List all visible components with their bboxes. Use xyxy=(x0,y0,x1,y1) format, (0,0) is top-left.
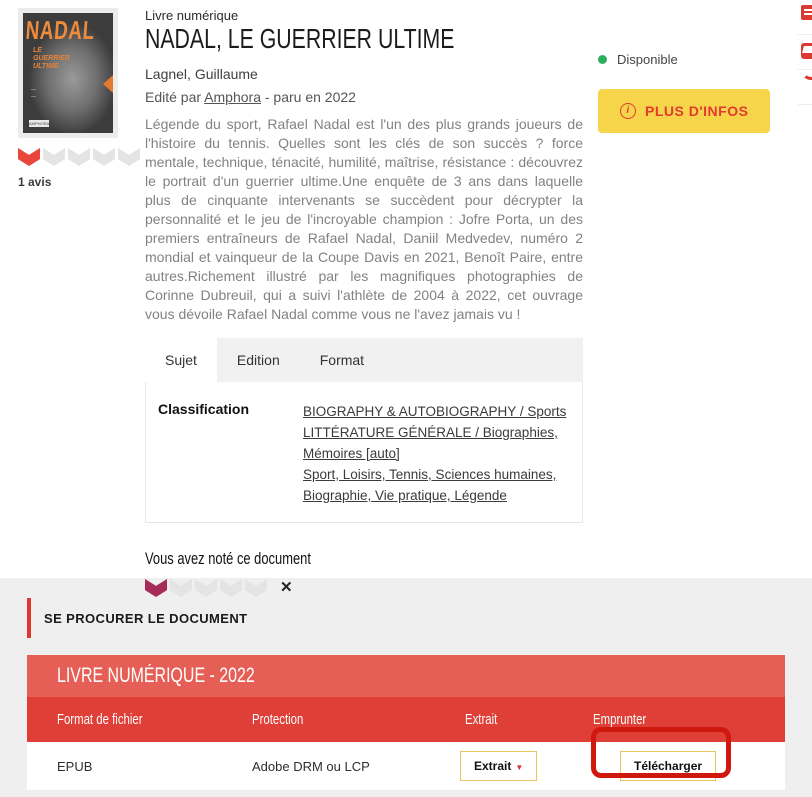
edition-line xyxy=(145,89,583,105)
cell-protection: Adobe DRM ou LCP xyxy=(252,758,370,774)
classification-panel xyxy=(145,382,583,523)
side-toolbar-item-2[interactable] xyxy=(798,35,812,70)
tab-edition[interactable]: Edition xyxy=(236,352,280,368)
book-cover-image xyxy=(23,13,113,133)
main-column xyxy=(145,8,583,596)
tab-sujet[interactable]: Sujet xyxy=(145,338,217,382)
author-name: Lagnel, Guillaume xyxy=(145,66,258,82)
format-band xyxy=(27,655,785,697)
info-circle-icon: i xyxy=(620,103,636,119)
column-header-emprunter: Emprunter xyxy=(593,711,647,728)
classification-label: Classification xyxy=(158,401,250,417)
page-title-text: NADAL, LE GUERRIER ULTIME xyxy=(145,23,455,54)
page-title xyxy=(145,24,583,54)
procure-section xyxy=(0,578,812,797)
cover-publisher-logo: AMPHORA xyxy=(29,121,50,126)
rating-chevron-icon xyxy=(118,148,140,166)
format-band-title: LIVRE NUMÉRIQUE - 2022 xyxy=(57,664,255,687)
column-header-extrait: Extrait xyxy=(465,711,498,728)
plus-infos-label: PLUS D'INFOS xyxy=(645,103,749,119)
cover-small-text: — — xyxy=(31,87,36,100)
availability-status xyxy=(598,52,812,67)
cover-subtitle-text: LE GUERRIER ULTIME xyxy=(33,47,70,70)
bookmark-icon xyxy=(801,43,812,59)
rating-chevron-icon xyxy=(68,148,90,166)
classification-link[interactable]: LITTÉRATURE GÉNÉRALE / Biographies, Mémoires [auto] xyxy=(303,425,558,461)
detail-tabs xyxy=(145,338,583,382)
user-rating-heading: Vous avez noté ce document xyxy=(145,549,311,568)
rating-chevron-icon xyxy=(43,148,65,166)
red-accent-bar xyxy=(27,598,31,638)
tab-format[interactable]: Format xyxy=(319,352,365,368)
user-rating-chevron-icon[interactable] xyxy=(145,579,167,597)
user-rating-chevron-icon[interactable] xyxy=(220,579,242,597)
user-rating-chevron-icon[interactable] xyxy=(245,579,267,597)
procure-heading xyxy=(27,598,785,638)
cell-emprunter xyxy=(593,751,785,781)
speech-bubble-icon xyxy=(801,5,812,20)
review-count: 1 avis xyxy=(18,175,52,189)
side-toolbar xyxy=(798,0,812,105)
cover-title-text: NADAL xyxy=(24,15,97,45)
document-type-label: Livre numérique xyxy=(145,8,239,23)
table-header-row xyxy=(27,697,785,742)
book-cover xyxy=(18,8,118,138)
column-header-format: Format de fichier xyxy=(57,711,143,728)
plus-infos-button[interactable] xyxy=(598,89,770,133)
cover-column xyxy=(18,8,145,578)
rating-chevron-icon xyxy=(18,148,40,166)
user-rating-stars xyxy=(145,579,583,597)
edited-suffix: - paru en 2022 xyxy=(264,89,356,105)
classification-link[interactable]: Sport, Loisirs, Tennis, Sciences humaines, Biographie, Vie pratique, Légende xyxy=(303,467,557,503)
side-toolbar-item-3[interactable] xyxy=(798,70,812,105)
cell-extrait xyxy=(465,751,593,781)
availability-label: Disponible xyxy=(617,52,678,67)
availability-dot-icon xyxy=(598,55,607,64)
user-rating-chevron-icon[interactable] xyxy=(170,579,192,597)
arrow-curve-icon xyxy=(802,70,812,80)
extrait-button[interactable]: Extrait ▼ xyxy=(460,751,537,781)
classification-links xyxy=(303,401,570,506)
column-header-protection: Protection xyxy=(252,711,304,728)
book-description: Légende du sport, Rafael Nadal est l'un des plus grands joueurs de l'histoire du tennis. Quelles sont les clés de son succès ? force mentale, technique, ténacité, humilité, maîtrise, résistance : découvrez le portrait d'un guerrier ultime.Une enquête de 3 ans dans laquelle plus de cinquante intervenants se succèdent pour décrypter la personnalité et le jeu de l'incroyable champion : Jofre Porta, un des premiers entraîneurs de Rafael Nadal, Daniil Medvedev, numéro 2 mondial et vainqueur de la Coupe Davis en 2021, Benoît Paire, entre autres.Richement illustré par les magnifiques photographies de Corinne Dubreuil, qui a suivi l'athlète de 2004 à 2022, cet ouvrage vous dévoile Rafael Nadal comme vous ne l'avez jamais vu ! xyxy=(145,116,583,322)
user-rating-section xyxy=(145,549,583,597)
rating-chevron-icon xyxy=(93,148,115,166)
book-rating-stars xyxy=(18,148,145,166)
cover-triangle-decoration xyxy=(103,75,113,93)
publisher-link[interactable]: Amphora xyxy=(204,89,261,105)
telecharger-button[interactable]: Télécharger xyxy=(620,751,716,781)
cell-format: EPUB xyxy=(57,758,93,774)
edited-prefix: Edité par xyxy=(145,89,202,105)
table-row xyxy=(27,742,785,790)
side-toolbar-item-1[interactable] xyxy=(798,0,812,35)
classification-link[interactable]: BIOGRAPHY & AUTOBIOGRAPHY / Sports xyxy=(303,404,567,419)
clear-rating-icon[interactable]: ✕ xyxy=(280,579,293,596)
user-rating-chevron-icon[interactable] xyxy=(195,579,217,597)
chevron-down-icon: ▼ xyxy=(515,763,524,772)
procure-heading-text: SE PROCURER LE DOCUMENT xyxy=(44,610,248,626)
availability-column xyxy=(583,8,812,578)
